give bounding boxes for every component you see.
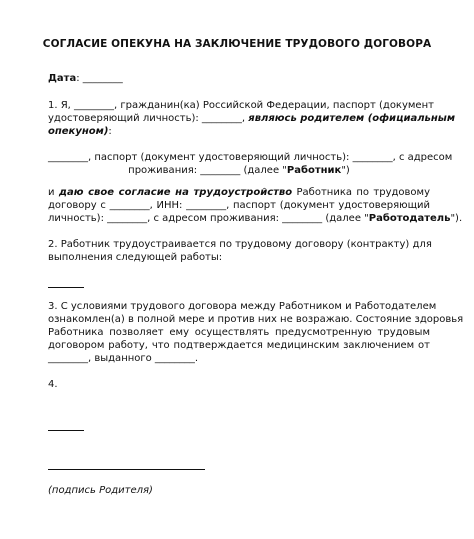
paragraph-3-text-2: ознакомлен(а) в полной мере и против них не возражаю. Состояние здоровья xyxy=(48,314,464,325)
paragraph-2-text-2: выполнения следующей работы: xyxy=(48,252,223,263)
paragraph-2-line-2 xyxy=(48,251,430,265)
work-description-blank xyxy=(48,287,84,288)
guardian-status-bold: являюсь родителем (официальным xyxy=(248,113,456,124)
paragraph-1-line-2 xyxy=(48,112,456,126)
paragraph-3-line-5 xyxy=(48,352,430,366)
guardian-line-2 xyxy=(48,164,430,178)
paragraph-3-line-4 xyxy=(48,339,430,353)
worker-term: Работник xyxy=(286,165,342,176)
paragraph-3-text-3: Работника позволяет ему осуществлять предусмотренную трудовым xyxy=(48,327,430,338)
paragraph-3-text-1: 3. С условиями трудового договора между Работником и Работодателем xyxy=(48,301,437,312)
guardian-text-b: ") xyxy=(341,165,350,176)
date-label: Дата xyxy=(48,73,77,84)
consent-text-3b: "). xyxy=(450,213,463,224)
guardian-text: ________, паспорт (документ удостоверяющий личность): ________, с адресом xyxy=(48,152,453,163)
paragraph-1-colon: : xyxy=(108,126,112,137)
paragraph-4-number: 4. xyxy=(48,379,58,390)
consent-text-b: Работника по трудовому xyxy=(292,187,430,198)
consent-line-1 xyxy=(48,186,430,200)
signature-caption: (подпись Родителя) xyxy=(48,485,153,496)
guardian-line-1 xyxy=(48,151,453,165)
guardian-text-a: проживания: ________ (далее " xyxy=(128,165,287,176)
paragraph-1-text-plain: удостоверяющий личность): ________, xyxy=(48,113,249,124)
paragraph-3-text-4: договором работу, что подтверждается медицинским заключением от xyxy=(48,340,430,351)
paragraph-3-line-1 xyxy=(48,300,437,314)
consent-bold: даю свое согласие на трудоустройство xyxy=(58,187,293,198)
employer-term: Работодатель xyxy=(368,213,451,224)
paragraph-4-blank xyxy=(48,430,84,431)
signature-caption-line xyxy=(48,484,430,498)
consent-line-2 xyxy=(48,199,430,213)
consent-text-2: договору с ________, ИНН: ________, паспорт (документ удостоверяющий xyxy=(48,200,430,211)
paragraph-1-text: 1. Я, ________, гражданин(ка) Российской Федерации, паспорт (документ xyxy=(48,100,434,111)
guardian-status-bold-end: опекуном) xyxy=(48,126,109,137)
paragraph-2-text: 2. Работник трудоустраивается по трудовому договору (контракту) для xyxy=(48,239,432,250)
paragraph-4 xyxy=(48,378,430,392)
paragraph-1-line-3 xyxy=(48,125,430,139)
paragraph-3-text-5: ________, выданного ________. xyxy=(48,353,199,364)
date-line xyxy=(48,72,430,86)
consent-text-a: и xyxy=(48,187,59,198)
date-value: : ________ xyxy=(76,73,123,84)
paragraph-3-line-2 xyxy=(48,313,464,327)
consent-text-3a: личность): ________, с адресом проживания: ________ (далее " xyxy=(48,213,369,224)
document-title: СОГЛАСИЕ ОПЕКУНА НА ЗАКЛЮЧЕНИЕ ТРУДОВОГО ДОГОВОРА xyxy=(42,38,432,50)
signature-line xyxy=(48,469,205,470)
paragraph-1-line-1 xyxy=(48,99,434,113)
paragraph-3-line-3 xyxy=(48,326,430,340)
consent-line-3 xyxy=(48,212,463,226)
paragraph-2-line-1 xyxy=(48,238,430,252)
